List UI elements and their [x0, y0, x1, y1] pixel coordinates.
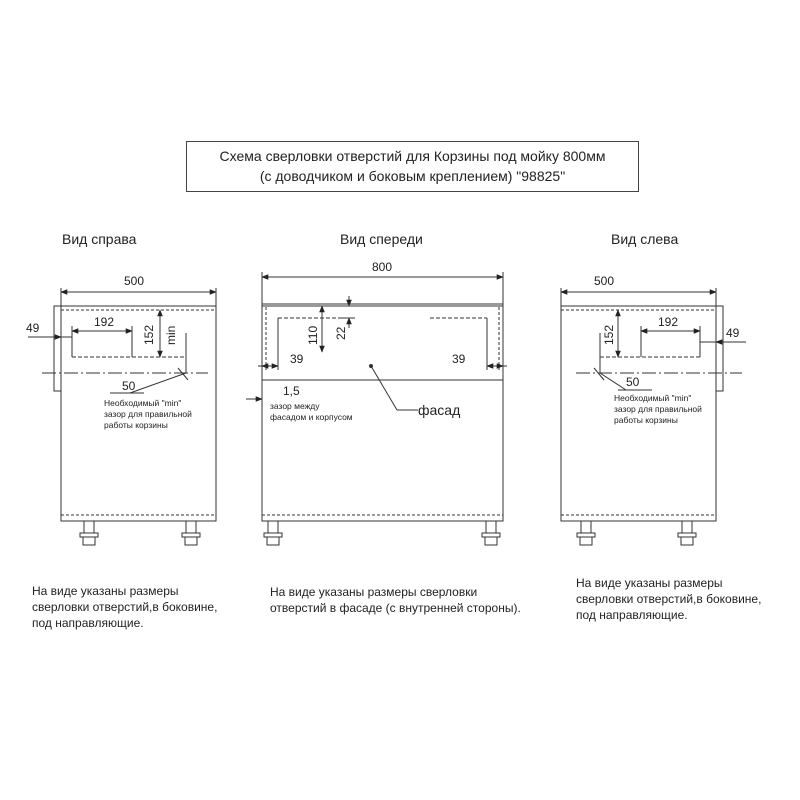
front-view-gap-note-1: зазор между — [270, 401, 320, 411]
right-view-note-line-1: На виде указаны размеры — [32, 584, 179, 598]
right-view-dim-50: 50 — [122, 379, 136, 393]
front-view-dim-110: 110 — [306, 325, 320, 345]
front-view-dim-39-right: 39 — [452, 352, 466, 366]
front-view-dim-39-left: 39 — [290, 352, 304, 366]
left-view-legs — [577, 521, 696, 545]
front-view-labels — [270, 260, 466, 422]
front-view-note-line-2: отверстий в фасаде (с внутренней стороны). — [270, 601, 521, 615]
right-view-min-note-2: зазор для правильной — [104, 409, 192, 419]
right-view-min-note-3: работы корзины — [104, 420, 168, 430]
right-view-note-line-3: под направляющие. — [32, 616, 144, 630]
right-view-dim-min: min — [164, 325, 178, 345]
left-view-note-line-3: под направляющие. — [576, 608, 688, 622]
front-view-legs — [264, 521, 500, 545]
left-view-dim-49: 49 — [726, 326, 740, 340]
right-view-dim-49: 49 — [26, 321, 40, 335]
drawing-title-line-2: (с доводчиком и боковым креплением) "98825" — [259, 168, 566, 184]
right-view-facade-edge — [54, 306, 61, 391]
front-view-title: Вид спереди — [340, 231, 423, 247]
left-view-dim-152: 152 — [602, 324, 616, 345]
front-view-note — [270, 584, 521, 616]
right-view-legs — [80, 521, 200, 545]
left-view-title: Вид слева — [611, 231, 679, 247]
left-view-dim-50: 50 — [626, 375, 640, 389]
left-view-note-line-2: сверловки отверстий,в боковине, — [576, 592, 762, 606]
left-view-note — [576, 575, 761, 623]
front-view-dim-800: 800 — [372, 260, 393, 274]
left-view-min-note-2: зазор для правильной — [614, 404, 702, 414]
right-view-dim-192: 192 — [94, 315, 115, 329]
front-view-dim-22: 22 — [334, 326, 348, 340]
left-view-dim-500: 500 — [594, 274, 615, 288]
right-view-dim-152: 152 — [142, 324, 156, 345]
left-view-min-note-3: работы корзины — [614, 415, 678, 425]
front-view-note-line-1: На виде указаны размеры сверловки — [270, 585, 478, 599]
right-view-note-line-2: сверловки отверстий,в боковине, — [32, 600, 218, 614]
front-view-gap-note-2: фасадом и корпусом — [270, 412, 353, 422]
left-view-min-note-1: Необходимый "min" — [614, 393, 692, 403]
left-view-dim-192: 192 — [658, 315, 679, 329]
right-view-dim-500: 500 — [124, 274, 145, 288]
right-view-title: Вид справа — [62, 231, 137, 247]
drawing-title-line-1: Схема сверловки отверстий для Корзины под мойку 800мм — [219, 148, 606, 164]
front-view-dim-1-5: 1,5 — [283, 384, 300, 398]
right-view-note — [32, 583, 217, 631]
front-view-facade — [262, 304, 503, 380]
left-view-note-line-1: На виде указаны размеры — [576, 576, 723, 590]
right-view-min-note-1: Необходимый "min" — [104, 398, 182, 408]
left-view-facade-edge — [716, 306, 723, 391]
right-view-labels — [26, 274, 192, 430]
left-view-labels — [594, 274, 740, 425]
front-view-facade-label: фасад — [418, 402, 461, 418]
